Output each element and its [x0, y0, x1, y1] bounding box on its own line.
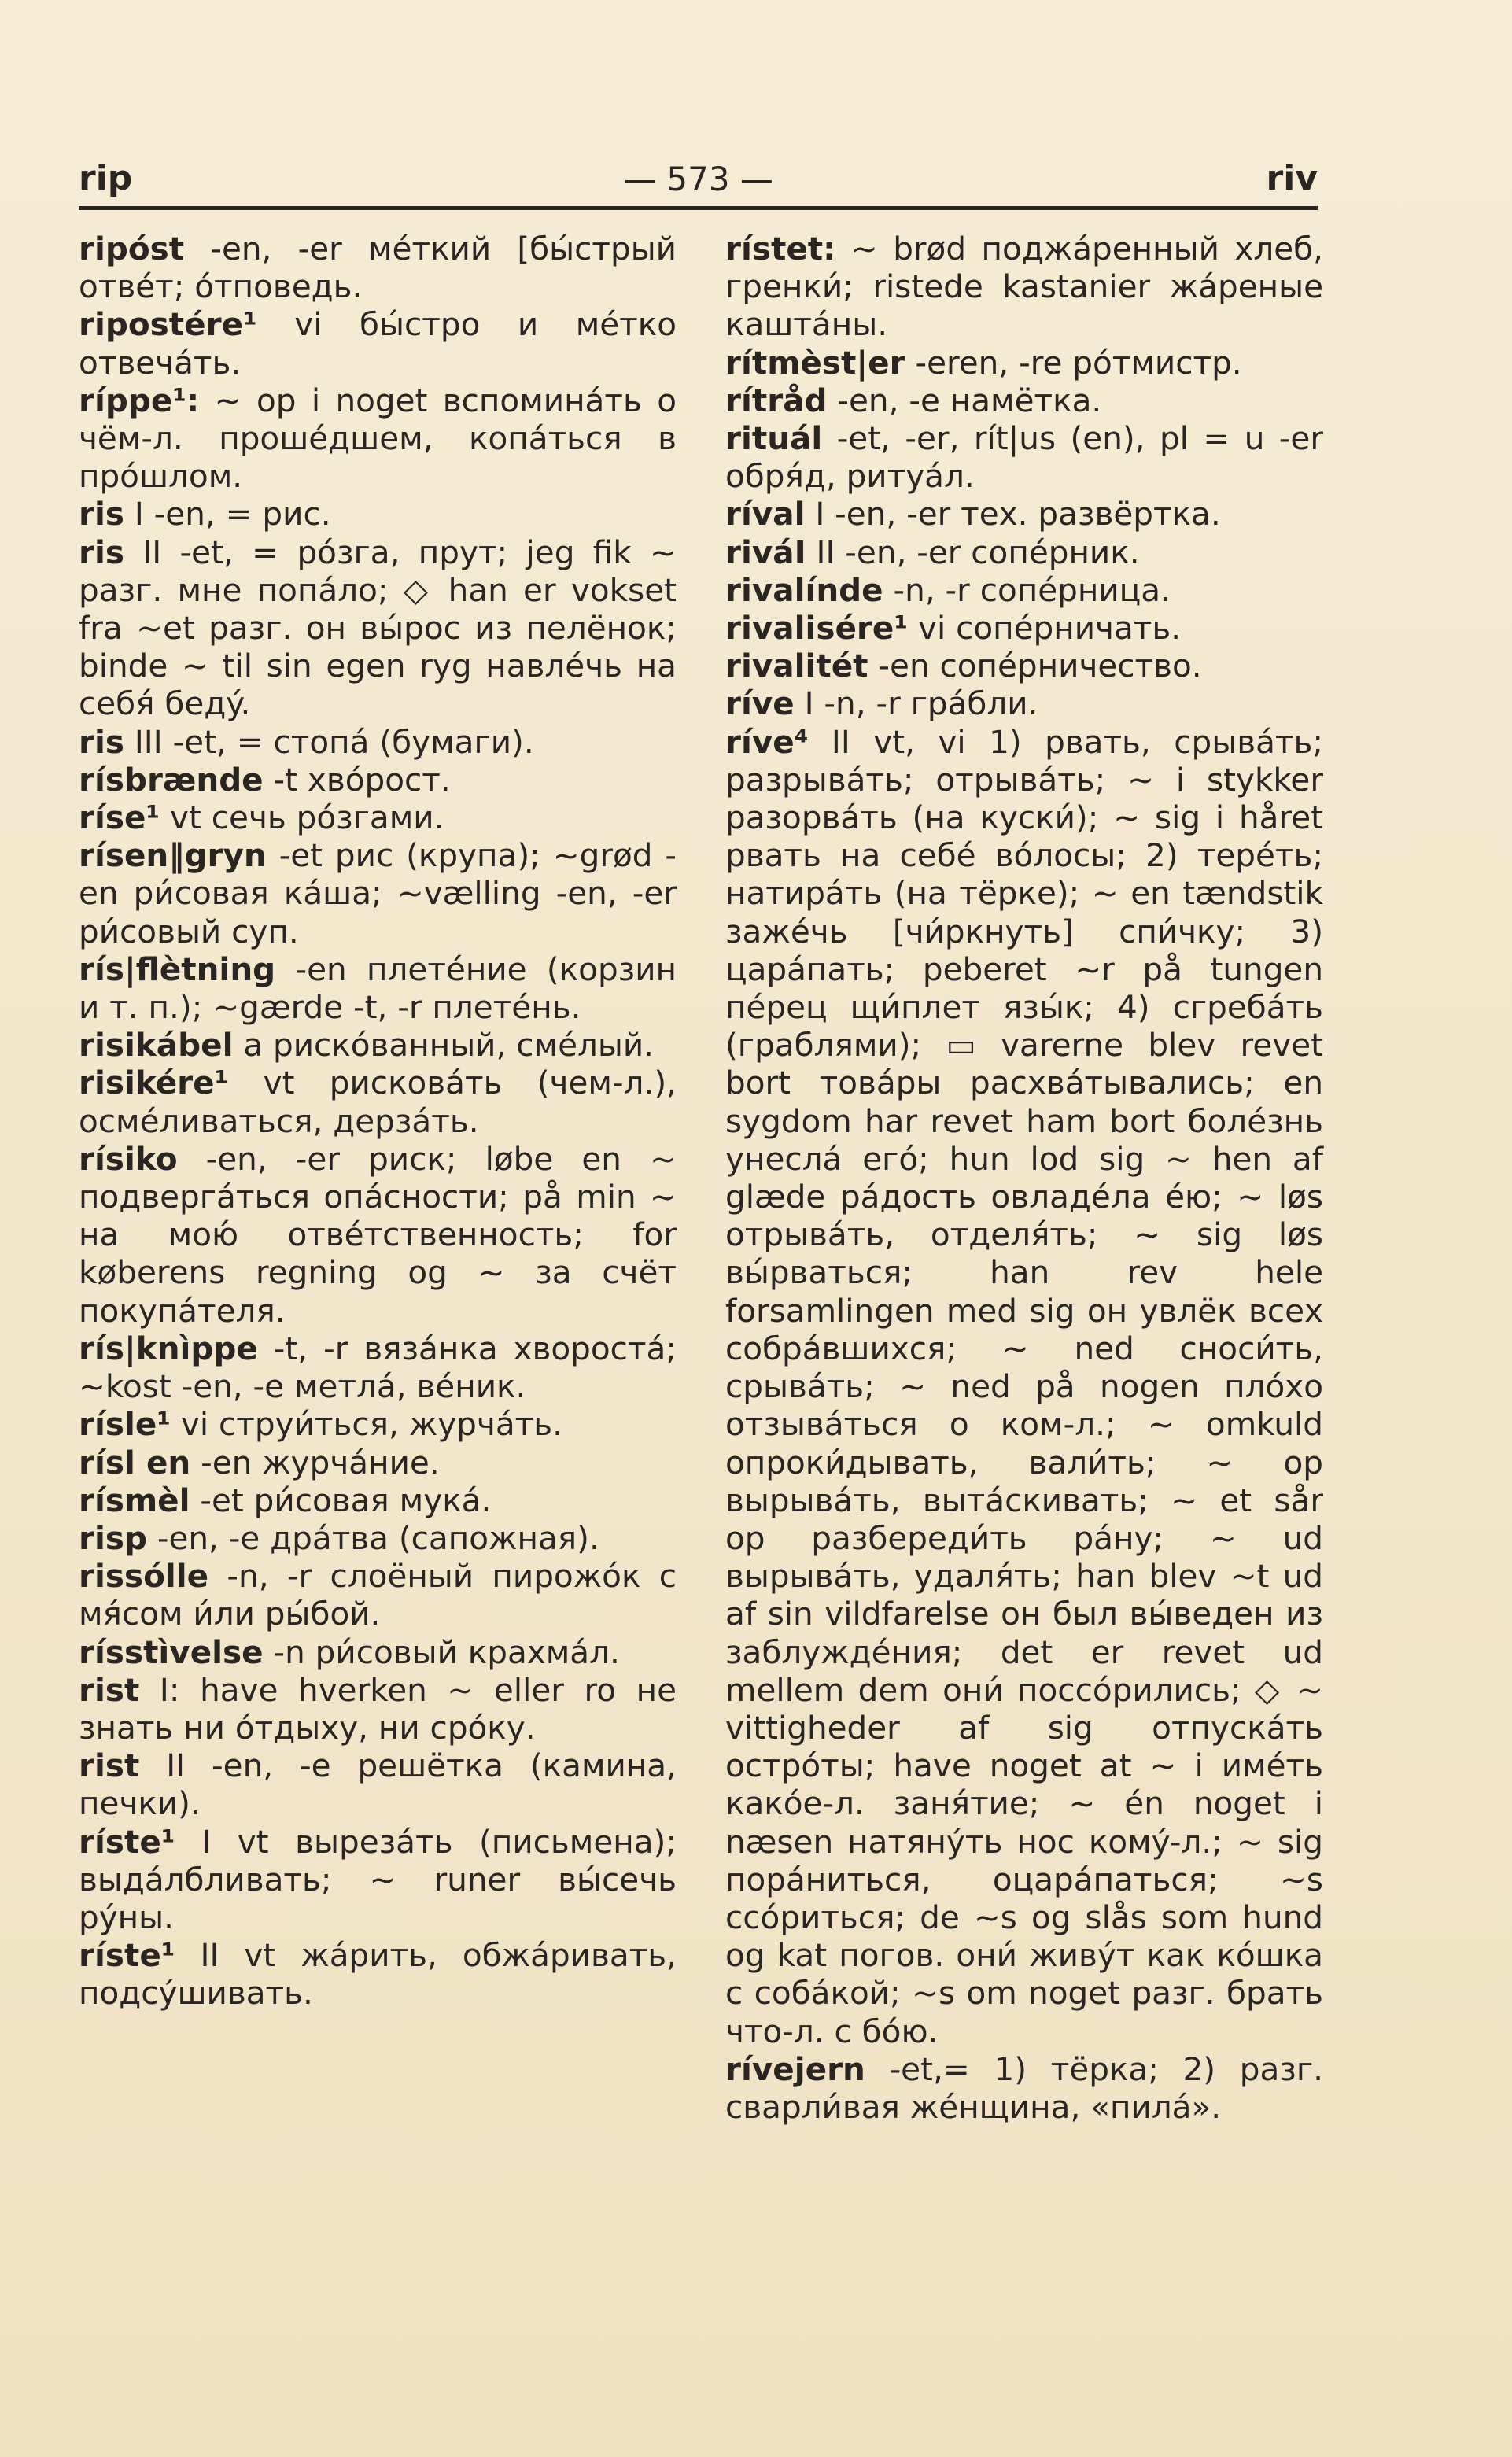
dictionary-entry [79, 836, 677, 950]
entry-definition: -en, -er мéткий [бы́стрый отвéт; óтповедь. [79, 230, 677, 306]
entry-definition: -n, -r слоёный пирожóк с мя́сом и́ли ры́бой. [79, 1557, 677, 1633]
running-header [79, 154, 1318, 209]
entry-headword: ripóst [79, 230, 185, 267]
entry-headword: rísiko [79, 1139, 178, 1178]
entry-headword: rístet: [725, 230, 836, 267]
entry-headword: ris [79, 495, 124, 533]
entry-headword: riváI [725, 533, 806, 571]
entry-definition: vt рисковáть (чем-л.), осмéливаться, дерзáть. [79, 1064, 677, 1140]
dictionary-entry [79, 950, 677, 1026]
entry-definition: -et рис (крупа); ~grød -en ри́совая кáша; ~vælling -en, -er ри́совый суп. [79, 836, 677, 950]
entry-definition: vt сечь рóзгами. [160, 799, 444, 837]
entry-definition: -n, -r сопéрница. [883, 570, 1171, 609]
entry-headword: risikábel [79, 1026, 234, 1064]
entry-definition: II vt жáрить, обжáривать, подсýшивать. [79, 1936, 677, 2012]
entry-definition: II -et, = рóзга, прут; jeg fik ~ разг. мне попáло; ◇ han er vokset fra ~et разг. он вы́рос из пелёнок; binde ~ til sin egen ryg навлéчь на себя́ бедý. [79, 533, 677, 723]
entry-headword: risikére¹ [79, 1064, 229, 1102]
entry-definition: -et, -er, rít|us (en), pl = u -er обря́д, ритуáл. [725, 419, 1323, 496]
entry-headword: ríppe¹: [79, 381, 200, 419]
entry-headword: rissólle [79, 1557, 209, 1596]
entry-definition: -eren, -re рóтмистр. [905, 343, 1242, 382]
entry-definition: III -et, = стопá (бумаги). [124, 722, 534, 761]
entry-headword: rísstìvelse [79, 1632, 264, 1671]
entry-definition: vi сопéрничать. [908, 609, 1182, 647]
entry-headword: rís|flètning [79, 950, 276, 988]
entry-headword: rist [79, 1747, 140, 1785]
entry-headword: rivalitét [725, 647, 868, 685]
dictionary-entry [725, 684, 1323, 722]
entry-definition: -t хвóрост. [263, 760, 451, 799]
entry-definition: II -en, -er сопéрник. [806, 533, 1140, 571]
entry-headword: rist [79, 1670, 140, 1709]
right-column [725, 230, 1323, 2126]
dictionary-entry [79, 1330, 677, 1405]
dictionary-entry [79, 495, 677, 533]
entry-headword: rísl en [79, 1443, 191, 1481]
entry-definition: vi струи́ться, журчáть. [171, 1405, 562, 1444]
dictionary-entry [725, 495, 1323, 533]
dictionary-entry [79, 230, 677, 305]
dictionary-entry [725, 230, 1323, 344]
entry-definition: -en, -er риск; løbe en ~ подвергáться опáсности; på min ~ на мою́ отвéтственность; for køberens regning og ~ за счёт покупáтеля. [79, 1139, 677, 1330]
dictionary-entry [79, 1633, 677, 1671]
entry-headword: ris [79, 722, 124, 761]
dictionary-entry [79, 305, 677, 381]
header-left-guide-word: rip [79, 158, 133, 198]
entry-headword: rívejern [725, 2049, 865, 2088]
entry-definition: I -n, -r грáбли. [794, 684, 1038, 723]
dictionary-entry [725, 609, 1323, 647]
entry-definition: -en сопéрничество. [868, 647, 1202, 685]
dictionary-entry [79, 761, 677, 799]
entry-headword: ris [79, 533, 124, 571]
dictionary-entry [79, 1823, 677, 1937]
dictionary-entry [725, 533, 1323, 571]
entry-headword: rísen‖gryn [79, 836, 267, 875]
dictionary-entry [79, 723, 677, 761]
entry-headword: ríve⁴ [725, 722, 809, 761]
entry-definition: II vt, vi 1) рвать, срывáть; разрывáть; отрывáть; ~ i stykker разорвáть (на куски́); ~ sig i håret рвать на себé вóлосы; 2) терéть; натирáть (на тёрке); ~ en tændstik зажéчь [чи́ркнуть] спи́чку; 3) царáпать; peberet ~r på tungen пéрец щи́плет язы́к; 4) сгребáть (граблями); ▭ varerne blev revet bort товáры расхвáтывались; en sygdom har revet ham bort болéзнь унеслá егó; hun lod sig ~ hen af glæde рáдость овладéла éю; ~ løs отрывáть, отделя́ть; ~ sig løs вы́рваться; han rev hele forsamlingen med sig он увлёк всех собрáвшихся; ~ ned сноси́ть, срывáть; ~ ned på nogen плóхо отзывáться о ком-л.; ~ omkuld опроки́дывать, вали́ть; ~ op вырывáть, вытáскивать; ~ et sår op разбереди́ть рáну; ~ ud вырывáть, удаля́ть; han blev ~t ud af sin vildfarelse он был вы́веден из заблуждéния; det er revet ud mellem dem они́ поссóрились; ◇ ~ vittigheder af sig отпускáть острóты; have noget at ~ i имéть какóе-л. заня́тие; ~ én noget i næsen натянýть нос комý-л.; ~ sig порáниться, оцарáпаться; ~s ссóриться; de ~s og slås som hund og kat погов. они́ живýт как кóшка с собáкой; ~s om noget разг. брать что-л. с бóю. [725, 722, 1323, 2050]
entry-headword: rítmèst|er [725, 343, 905, 382]
entry-definition: vi бы́стро и мéтко отвечáть. [79, 305, 677, 382]
entry-definition: ~ op i noget вспоминáть о чём-л. прошéдшем, копáться в прóшлом. [79, 381, 677, 496]
entry-definition: -en журчáние. [190, 1443, 440, 1481]
entry-headword: rís|knìppe [79, 1329, 258, 1367]
dictionary-entry [79, 533, 677, 723]
entry-definition: I vt вырезáть (письмена); выдáлбливать; ~ runer вы́сечь рýны. [79, 1822, 677, 1936]
dictionary-entry [725, 344, 1323, 382]
dictionary-entry [79, 1026, 677, 1064]
dictionary-entry [79, 1444, 677, 1481]
dictionary-entry [79, 1519, 677, 1557]
dictionary-entry [79, 382, 677, 496]
dictionary-entry [725, 2050, 1323, 2126]
entry-headword: rísle¹ [79, 1405, 171, 1444]
entry-definition: -et,= 1) тёрка; 2) разг. сварли́вая жéнщина, «пилá». [725, 2049, 1323, 2126]
dictionary-entry [79, 799, 677, 836]
entry-definition: I -en, -er тех. развёртка. [805, 495, 1221, 533]
entry-definition: II -en, -e решётка (камина, печки). [79, 1747, 677, 1823]
entry-definition: -et ри́совая мукá. [190, 1481, 492, 1519]
entry-headword: rivalisére¹ [725, 609, 909, 647]
entry-definition: -en плетéние (корзин и т. п.); ~gærde -t, -r плетéнь. [79, 950, 677, 1027]
entry-headword: rítråd [725, 381, 828, 419]
entry-headword: rísbrænde [79, 760, 264, 799]
dictionary-entry [725, 382, 1323, 419]
entry-headword: rísmèl [79, 1481, 190, 1519]
entry-definition: a рискóванный, смéлый. [233, 1026, 655, 1064]
header-rule [79, 206, 1318, 210]
dictionary-entry [79, 1481, 677, 1519]
dictionary-entry [79, 1936, 677, 2012]
dictionary-entry [725, 571, 1323, 609]
entry-definition: -en, -e дрáтва (сапожная). [146, 1518, 599, 1557]
entry-headword: ríve [725, 684, 795, 723]
entry-definition: I: have hverken ~ eller ro не знать ни óтдыху, ни срóку. [79, 1670, 677, 1747]
dictionary-entry [725, 647, 1323, 684]
header-right-guide-word: riv [1266, 158, 1318, 198]
dictionary-entry [725, 419, 1323, 495]
entry-definition: -en, -e намётка. [827, 381, 1102, 419]
left-column [79, 230, 677, 2012]
entry-headword: rituál [725, 419, 823, 458]
entry-definition: I -en, = рис. [124, 495, 331, 533]
dictionary-entry [79, 1064, 677, 1139]
dictionary-entry [79, 1140, 677, 1330]
entry-headword: ríse¹ [79, 799, 160, 837]
entry-headword: rivalínde [725, 570, 883, 609]
dictionary-entry [79, 1671, 677, 1747]
entry-definition: -n ри́совый крахмáл. [263, 1632, 620, 1671]
dictionary-entry [79, 1557, 677, 1632]
entry-definition: -t, -r вязáнка хворостá; ~kost -en, -e метлá, вéник. [79, 1329, 677, 1406]
entry-headword: ríste¹ [79, 1822, 175, 1861]
entry-headword: ripostére¹ [79, 305, 257, 344]
entry-headword: ríval [725, 495, 806, 533]
dictionary-entry [725, 723, 1323, 2050]
entry-headword: ríste¹ [79, 1936, 175, 1975]
dictionary-entry [79, 1405, 677, 1443]
entry-headword: risp [79, 1518, 147, 1557]
entry-definition: ~ brød поджáренный хлеб, гренки́; ristede kastanier жáреные каштáны. [725, 230, 1323, 344]
dictionary-entry [79, 1747, 677, 1822]
page-number: — 573 — [623, 160, 773, 198]
